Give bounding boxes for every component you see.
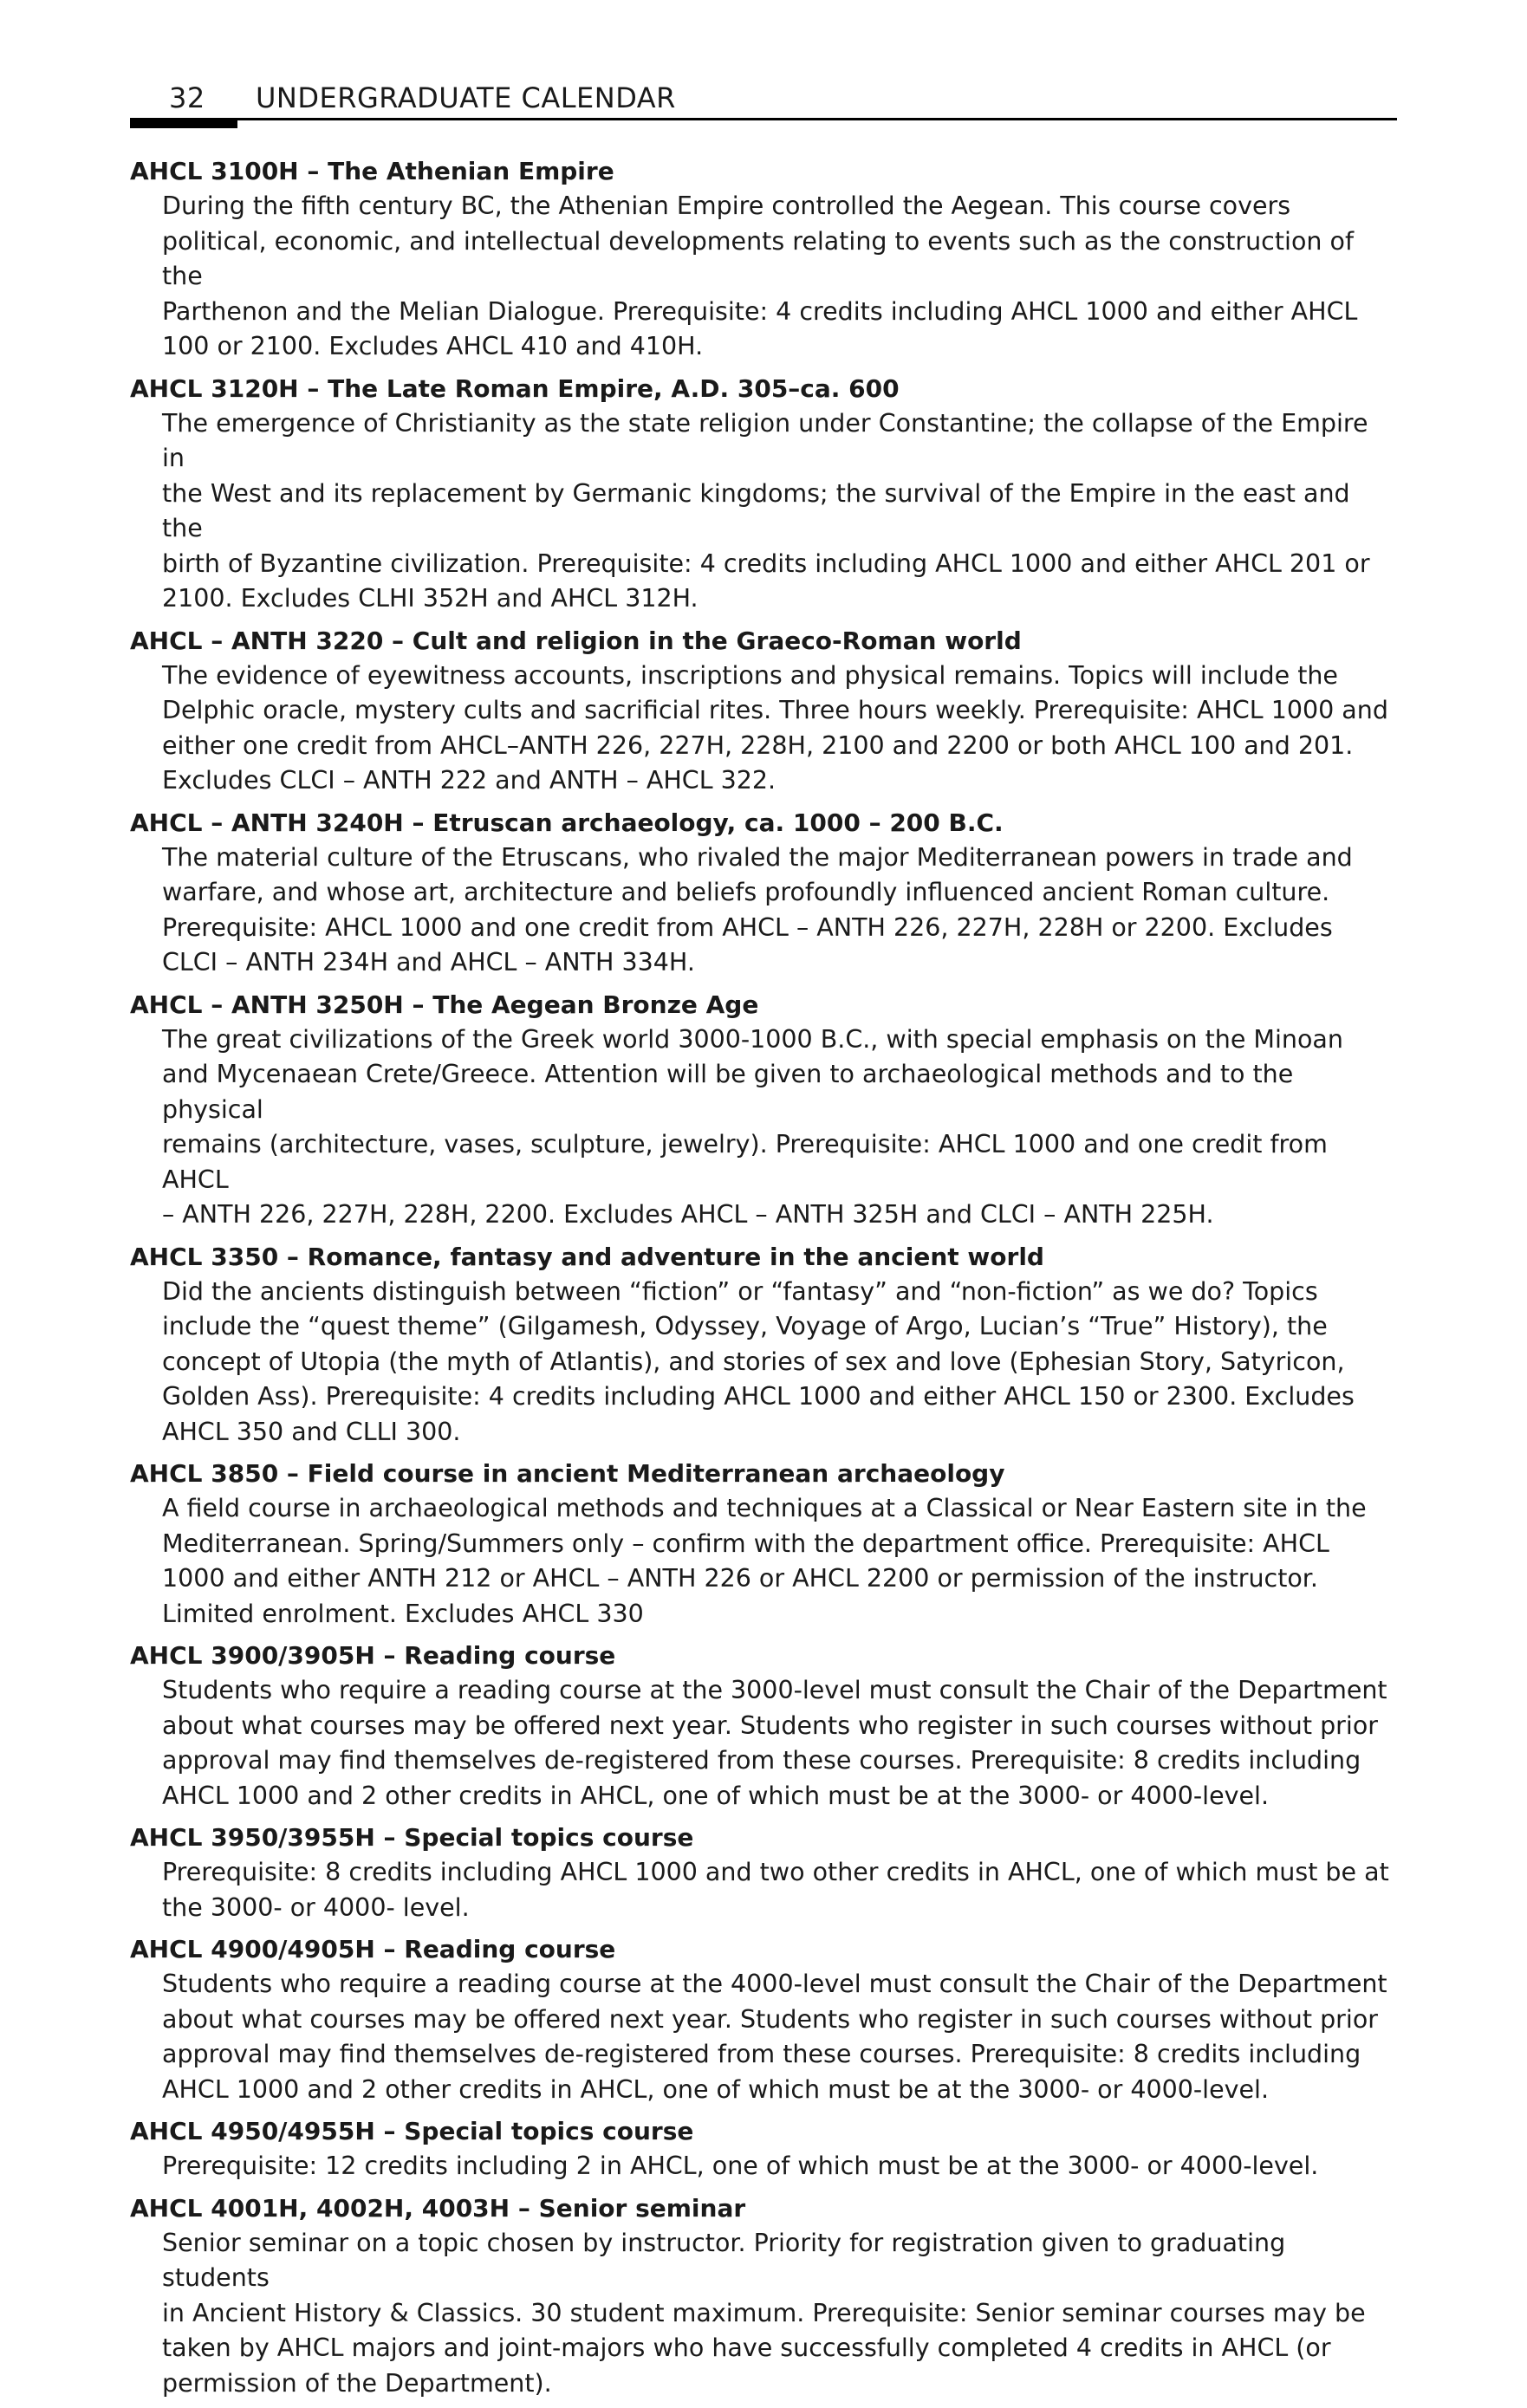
course-entry: [130, 806, 1397, 981]
course-title: AHCL 3120H – The Late Roman Empire, A.D. 305–ca. 600: [130, 373, 900, 403]
course-description: The evidence of eyewitness accounts, inscriptions and physical remains. Topics will include the Delphic oracle, mystery cults and sacrificial rites. Three hours weekly. Prerequisite: AHCL 1000 and either one credit from AHCL–ANTH 226, 227H, 228H, 2100 and 2200 or both AHCL 100 and 201. Excludes CLCI – ANTH 222 and ANTH – AHCL 322.: [162, 660, 1388, 795]
course-entry: [130, 1240, 1397, 1451]
course-entry: [130, 1821, 1397, 1925]
course-entry: [130, 2114, 1397, 2184]
course-list: [130, 154, 1397, 2408]
course-description: Prerequisite: 12 credits including 2 in AHCL, one of which must be at the 3000- or 4000-level.: [162, 2152, 1319, 2180]
course-entry: [130, 372, 1397, 617]
running-header-title: UNDERGRADUATE CALENDAR: [256, 81, 676, 114]
course-description: Students who require a reading course at the 4000-level must consult the Chair of the Department about what courses may be offered next year. Students who register in such courses without prior approval may find themselves de-registered from these courses. Prerequisite: 8 credits including AHCL 1000 and 2 other credits in AHCL, one of which must be at the 3000- or 4000-level.: [162, 1970, 1387, 2104]
course-entry: [130, 624, 1397, 799]
course-entry: [130, 1932, 1397, 2107]
course-title: AHCL 3850 – Field course in ancient Mediterranean archaeology: [130, 1459, 1005, 1488]
header-rule: [130, 118, 1397, 120]
course-description: A field course in archaeological methods and techniques at a Classical or Near Eastern site in the Mediterranean. Spring/Summers only – confirm with the department office. Prerequisite: AHCL 1000 and either ANTH 212 or AHCL – ANTH 226 or AHCL 2200 or permission of the instructor. Limited enrolment. Excludes AHCL 330: [162, 1494, 1367, 1628]
course-title: AHCL 4950/4955H – Special topics course: [130, 2117, 694, 2145]
course-description: Senior seminar on a topic chosen by instructor. Priority for registration given to graduating students in Ancient History & Classics. 30 student maximum. Prerequisite: Senior seminar courses may be taken by AHCL majors and joint-majors who have successfully completed 4 credits in AHCL (or permission of the Department).: [162, 2228, 1366, 2398]
course-title: AHCL 3900/3905H – Reading course: [130, 1641, 616, 1670]
header-tab-marker: [130, 120, 237, 128]
course-description: During the fifth century BC, the Athenian Empire controlled the Aegean. This course covers political, economic, and intellectual developments relating to events such as the construction of the Parthenon and the Melian Dialogue. Prerequisite: 4 credits including AHCL 1000 and either AHCL 100 or 2100. Excludes AHCL 410 and 410H.: [162, 191, 1358, 360]
course-description: Did the ancients distinguish between “fiction” or “fantasy” and “non-fiction” as we do? Topics include the “quest theme” (Gilgamesh, Odyssey, Voyage of Argo, Lucian’s “True” History), the concept of Utopia (the myth of Atlantis), and stories of sex and love (Ephesian Story, Satyricon, Golden Ass). Prerequisite: 4 credits including AHCL 1000 and either AHCL 150 or 2300. Excludes AHCL 350 and CLLI 300.: [162, 1276, 1355, 1446]
course-description: The great civilizations of the Greek world 3000-1000 B.C., with special emphasis on the Minoan and Mycenaean Crete/Greece. Attention will be given to archaeological methods and to the physical remains (architecture, vases, sculpture, jewelry). Prerequisite: AHCL 1000 and one credit from AHCL – ANTH 226, 227H, 228H, 2200. Excludes AHCL – ANTH 325H and CLCI – ANTH 225H.: [162, 1024, 1343, 1229]
course-entry: [130, 1457, 1397, 1632]
course-description: The emergence of Christianity as the state religion under Constantine; the collapse of the Empire in the West and its replacement by Germanic kingdoms; the survival of the Empire in the east and the birth of Byzantine civilization. Prerequisite: 4 credits including AHCL 1000 and either AHCL 201 or 2100. Excludes CLHI 352H and AHCL 312H.: [162, 408, 1370, 613]
course-title: AHCL 3100H – The Athenian Empire: [130, 157, 614, 185]
course-entry: [130, 988, 1397, 1233]
page-header: [130, 80, 1397, 121]
course-title: AHCL 4001H, 4002H, 4003H – Senior seminar: [130, 2193, 746, 2223]
course-entry: [130, 1639, 1397, 1814]
course-description: Prerequisite: 8 credits including AHCL 1000 and two other credits in AHCL, one of which must be at the 3000- or 4000- level.: [162, 1858, 1389, 1922]
course-entry: [130, 154, 1397, 365]
course-title: AHCL – ANTH 3240H – Etruscan archaeology, ca. 1000 – 200 B.C.: [130, 808, 1004, 837]
course-title: AHCL 3950/3955H – Special topics course: [130, 1823, 694, 1852]
course-entry: [130, 2191, 1397, 2402]
course-description: The material culture of the Etruscans, who rivaled the major Mediterranean powers in trade and warfare, and whose art, architecture and beliefs profoundly influenced ancient Roman culture. Prerequisite: AHCL 1000 and one credit from AHCL – ANTH 226, 227H, 228H or 2200. Excludes CLCI – ANTH 234H and AHCL – ANTH 334H.: [162, 842, 1353, 977]
page-number: 32: [169, 81, 205, 114]
course-description: Students who require a reading course at the 3000-level must consult the Chair of the Department about what courses may be offered next year. Students who register in such courses without prior approval may find themselves de-registered from these courses. Prerequisite: 8 credits including AHCL 1000 and 2 other credits in AHCL, one of which must be at the 3000- or 4000-level.: [162, 1676, 1387, 1810]
course-title: AHCL – ANTH 3220 – Cult and religion in the Graeco-Roman world: [130, 626, 1022, 655]
course-title: AHCL – ANTH 3250H – The Aegean Bronze Age: [130, 990, 759, 1019]
course-title: AHCL 3350 – Romance, fantasy and adventure in the ancient world: [130, 1242, 1044, 1271]
course-title: AHCL 4900/4905H – Reading course: [130, 1935, 616, 1963]
